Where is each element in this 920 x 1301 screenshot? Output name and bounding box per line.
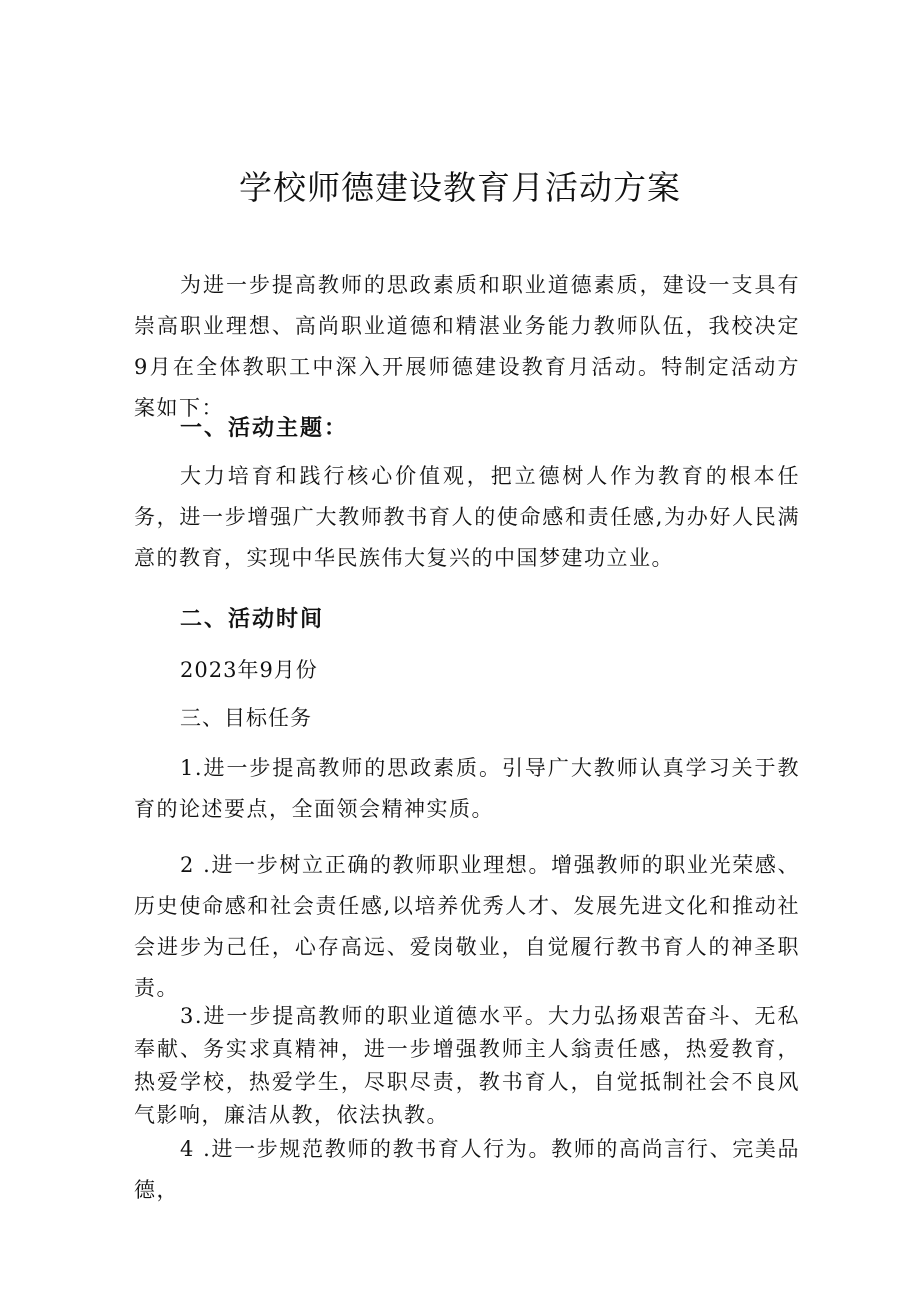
goal-item-1: 1.进一步提高教师的思政素质。引导广大教师认真学习关于教育的论述要点，全面领会精神实质。 <box>134 756 800 821</box>
goal-item-3: 3.进一步提高教师的职业道德水平。大力弘扬艰苦奋斗、无私奉献、务实求真精神，进一步增强教师主人翁责任感，热爱教育，热爱学校，热爱学生，尽职尽责，教书育人，自觉抵制社会不良风气影响，廉洁从教，依法执教。 <box>134 1004 800 1127</box>
intro-paragraph: 为进一步提高教师的思政素质和职业道德素质，建设一支具有崇高职业理想、高尚职业道德和精湛业务能力教师队伍，我校决定9月在全体教职工中深入开展师德建设教育月活动。特制定活动方案如下： <box>134 273 800 420</box>
goal-item-2: 2 .进一步树立正确的教师职业理想。增强教师的职业光荣感、历史使命感和社会责任感,以培养优秀人才、发展先进文化和推动社会进步为己任，心存高远、爱岗敬业，自觉履行教书育人的神圣职责。 <box>134 853 800 1000</box>
section-heading-goals: 三、目标任务 <box>180 706 312 730</box>
document-title: 学校师德建设教育月活动方案 <box>239 168 681 207</box>
goal-item-4: 4 .进一步规范教师的教书育人行为。教师的高尚言行、完美品德， <box>134 1137 800 1202</box>
section-heading-time: 二、活动时间 <box>180 607 325 632</box>
section-body-theme: 大力培育和践行核心价值观，把立德树人作为教育的根本任务，进一步增强广大教师教书育人的使命感和责任感,为办好人民满意的教育，实现中华民族伟大复兴的中国梦建功立业。 <box>134 464 800 570</box>
section-heading-theme: 一、活动主题： <box>180 416 349 441</box>
section-body-time: 2023年9月份 <box>180 658 318 682</box>
